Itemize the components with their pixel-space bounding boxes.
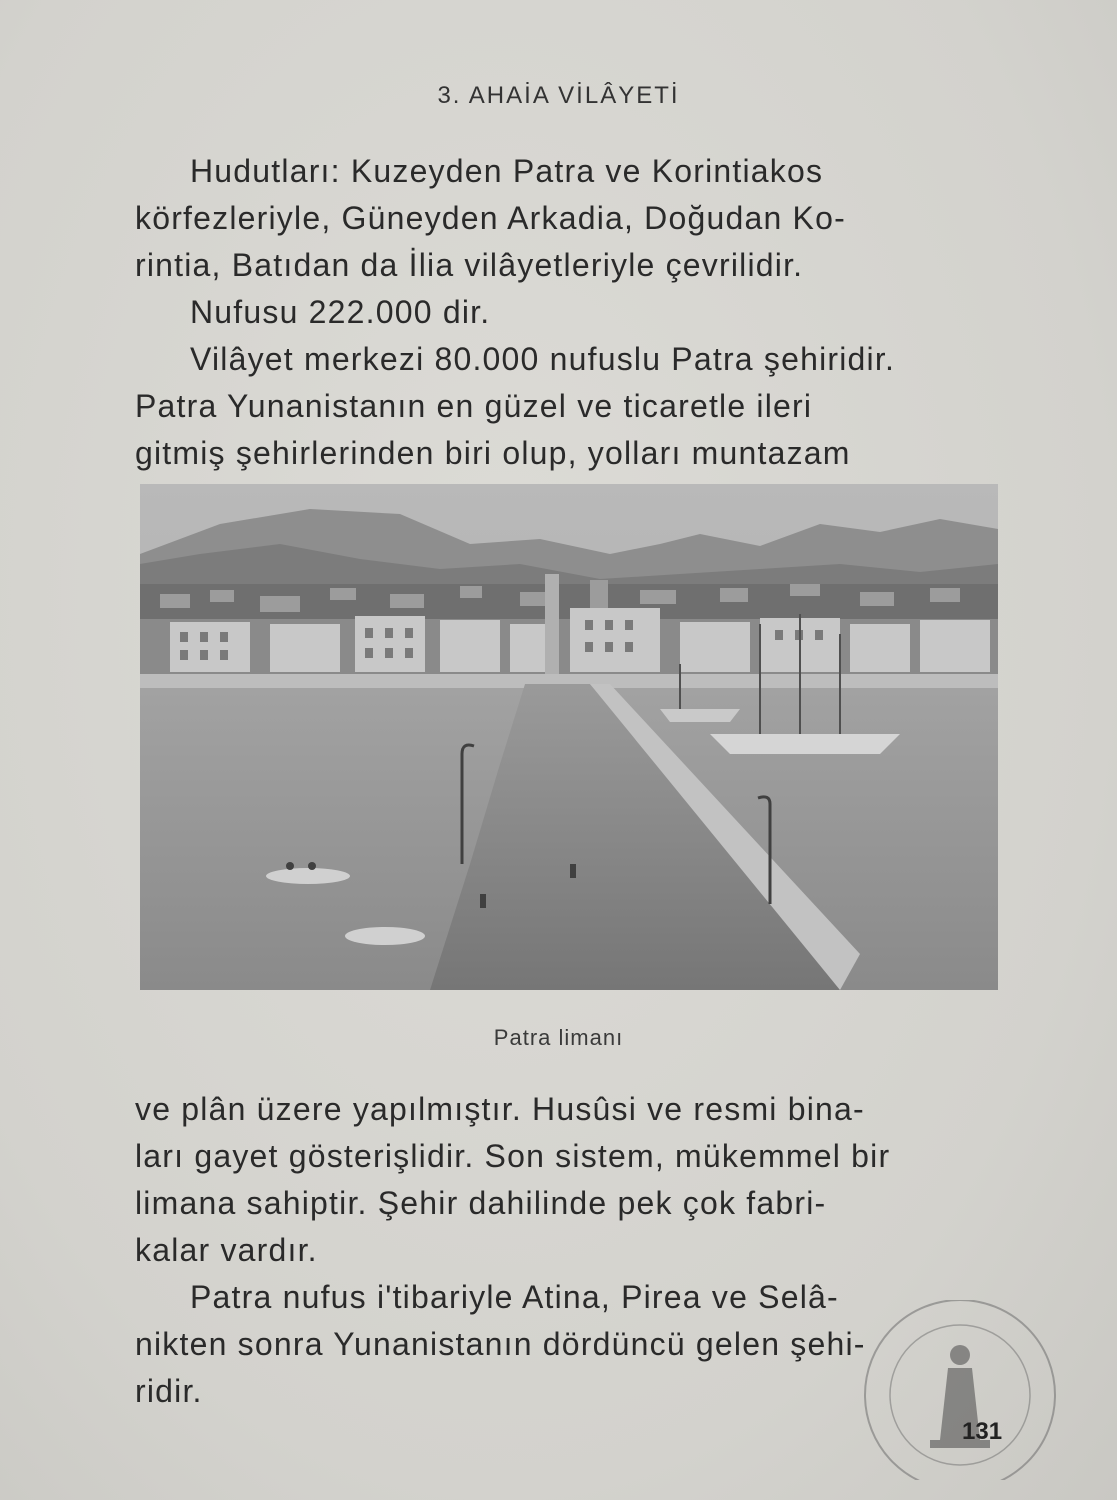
text-line: körfezleriyle, Güneyden Arkadia, Doğudan Ko- — [135, 200, 846, 236]
text-line: nikten sonra Yunanistanın dördüncü gelen şehi- — [135, 1326, 866, 1362]
text-line: ve plân üzere yapılmıştır. Husûsi ve resmi bina- — [135, 1091, 865, 1127]
text-line: kalar vardır. — [135, 1232, 318, 1268]
top-text-block — [135, 148, 1000, 477]
photo-caption: Patra limanı — [493, 1025, 624, 1050]
text-line: Patra Yunanistanın en güzel ve ticaretle ileri — [135, 388, 813, 424]
text-line: Nufusu 222.000 dir. — [190, 294, 491, 330]
text-line: Patra nufus i'tibariyle Atina, Pirea ve Selâ- — [190, 1279, 839, 1315]
text-line: ridir. — [135, 1373, 203, 1409]
page-number: 131 — [962, 1418, 1003, 1445]
chapter-heading: 3. AHAİA VİLÂYETİ — [437, 82, 680, 109]
harbor-photo — [140, 484, 998, 990]
text-line: Hudutları: Kuzeyden Patra ve Korintiakos — [190, 153, 824, 189]
text-line: ları gayet gösterişlidir. Son sistem, mükemmel bir — [135, 1138, 891, 1174]
text-line: Vilâyet merkezi 80.000 nufuslu Patra şehiridir. — [190, 341, 896, 377]
library-stamp-icon — [850, 1300, 1060, 1480]
text-line: gitmiş şehirlerinden biri olup, yolları muntazam — [135, 435, 851, 471]
text-line: rintia, Batıdan da İlia vilâyetleriyle çevrilidir. — [135, 247, 804, 283]
text-line: limana sahiptir. Şehir dahilinde pek çok fabri- — [135, 1185, 827, 1221]
